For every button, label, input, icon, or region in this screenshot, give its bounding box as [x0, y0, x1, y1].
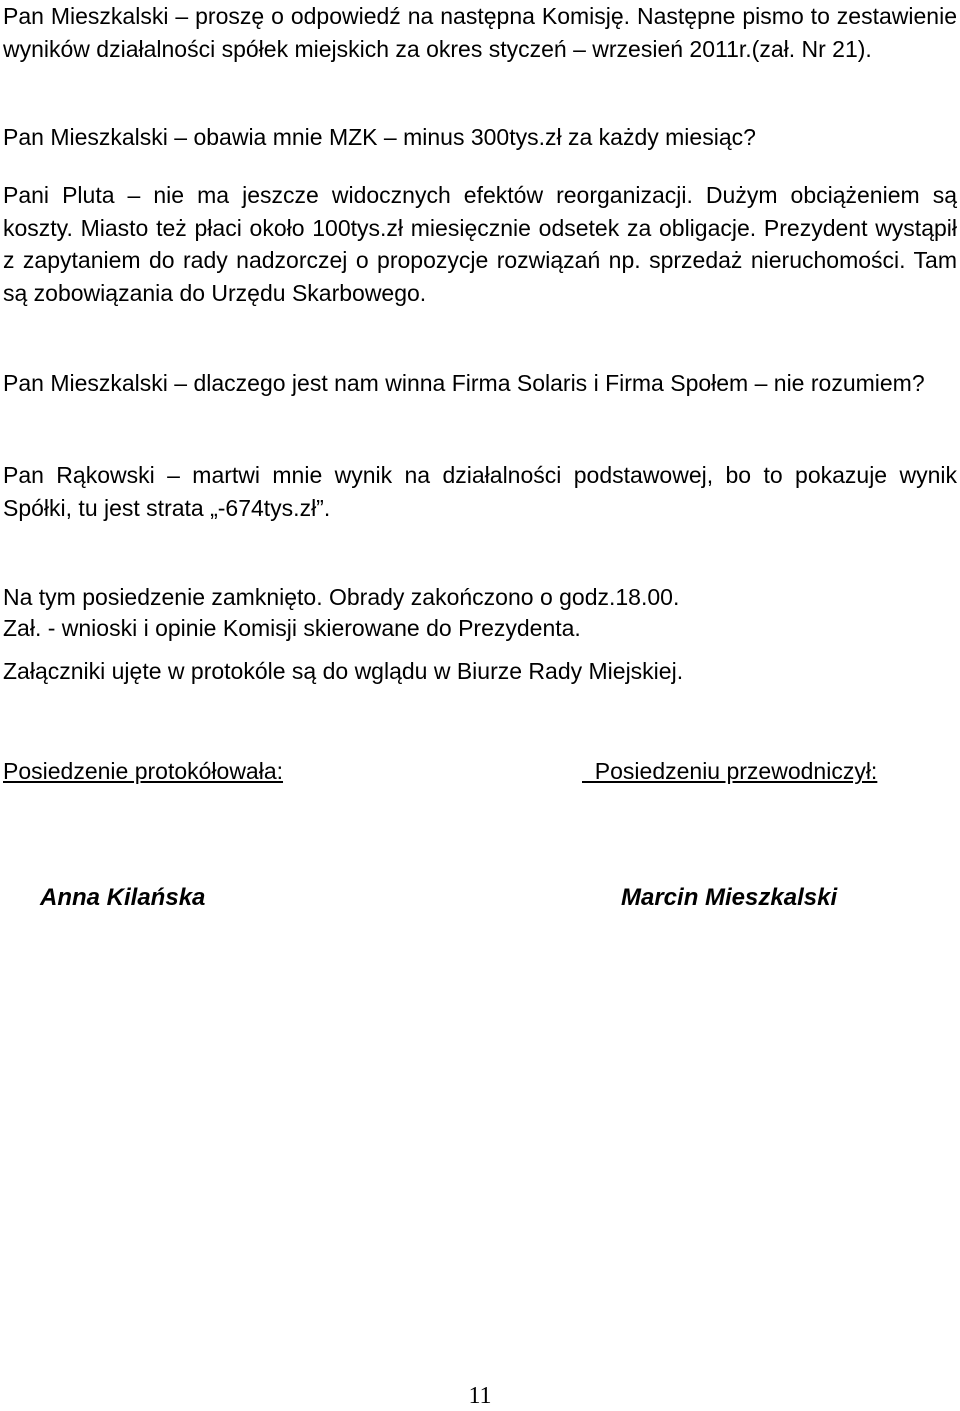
signature-name-chairman: Marcin Mieszkalski — [621, 884, 838, 911]
signature-name-minutes-taker: Anna Kilańska — [40, 884, 206, 911]
paragraph-rakowski: Pan Rąkowski – martwi mnie wynik na działalności podstawowej, bo to pokazuje wynik Spółki, tu jest strata „-674tys.zł”. — [3, 462, 957, 521]
signature-label-minutes-taker: Posiedzenie protokółowała: — [3, 758, 284, 784]
paragraph-mieszkalski-solaris: Pan Mieszkalski – dlaczego jest nam winna Firma Solaris i Firma Społem – nie rozumiem? — [3, 370, 925, 396]
closing-line-meeting-closed: Na tym posiedzenie zamknięto. Obrady zakończono o godz.18.00. — [3, 584, 680, 610]
paragraph-mieszkalski-request: Pan Mieszkalski – proszę o odpowiedź na następna Komisję. Następne pismo to zestawienie wyników działalności spółek miejskich za okres styczeń – wrzesień 2011r.(zał. Nr 21). — [3, 3, 957, 62]
closing-line-attachment: Zał. - wnioski i opinie Komisji skierowane do Prezydenta. — [3, 615, 581, 641]
signature-label-chairman: Posiedzeniu przewodniczył: — [582, 758, 878, 784]
paragraph-mieszkalski-mzk: Pan Mieszkalski – obawia mnie MZK – minus 300tys.zł za każdy miesiąc? — [3, 124, 756, 150]
page-number: 11 — [468, 1383, 492, 1409]
closing-line-attachments-available: Załączniki ujęte w protokóle są do wglądu w Biurze Rady Miejskiej. — [3, 658, 684, 684]
paragraph-pluta: Pani Pluta – nie ma jeszcze widocznych efektów reorganizacji. Dużym obciążeniem są koszty. Miasto też płaci około 100tys.zł miesięcznie odsetek za obligacje. Prezydent wystąpił z zapytaniem do rady nadzorczej o propozycje rozwiązań np. sprzedaż nieruchomości. Tam są zobowiązania do Urzędu Skarbowego. — [3, 182, 957, 306]
